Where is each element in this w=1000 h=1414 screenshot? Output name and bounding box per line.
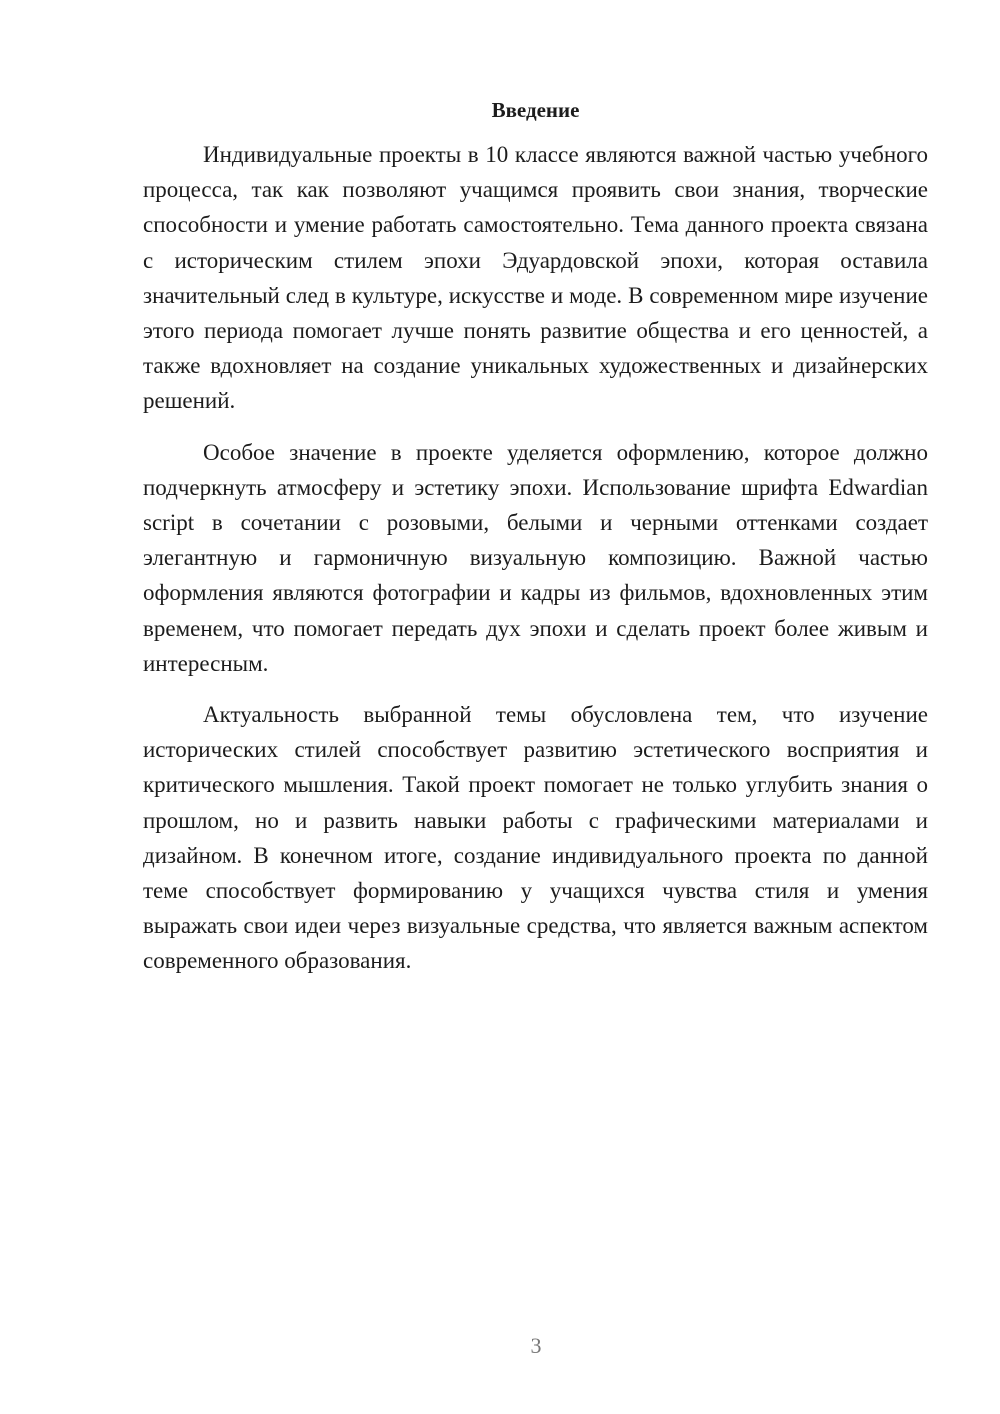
section-heading: Введение	[491, 98, 580, 122]
page-content	[143, 93, 928, 995]
paragraph-3: Актуальность выбранной темы обусловлена тем, что изучение исторических стилей способствует развитию эстетического восприятия и критического мышления. Такой проект помогает не только углубить знания о прошлом, но и развить навыки работы с графическими материалами и дизайном. В конечном итоге, создание индивидуального проекта по данной теме способствует формированию у учащихся чувства стиля и умения выражать свои идеи через визуальные средства, что является важным аспектом современного образования.	[143, 702, 928, 974]
page-number: 3	[530, 1333, 542, 1358]
paragraph-1: Индивидуальные проекты в 10 классе являются важной частью учебного процесса, так как позволяют учащимся проявить свои знания, творческие способности и умение работать самостоятельно. Тема данного проекта связана с историческим стилем эпохи Эдуардовской эпохи, которая оставила значительный след в культуре, искусстве и моде. В современном мире изучение этого периода помогает лучше понять развитие общества и его ценностей, а также вдохновляет на создание уникальных художественных и дизайнерских решений.	[143, 142, 928, 414]
paragraph-2: Особое значение в проекте уделяется оформлению, которое должно подчеркнуть атмосферу и эстетику эпохи. Использование шрифта Edwardian script в сочетании с розовыми, белыми и черными оттенками создает элегантную и гармоничную визуальную композицию. Важной частью оформления являются фотографии и кадры из фильмов, вдохновленных этим временем, что помогает передать дух эпохи и сделать проект более живым и интересным.	[143, 439, 928, 676]
